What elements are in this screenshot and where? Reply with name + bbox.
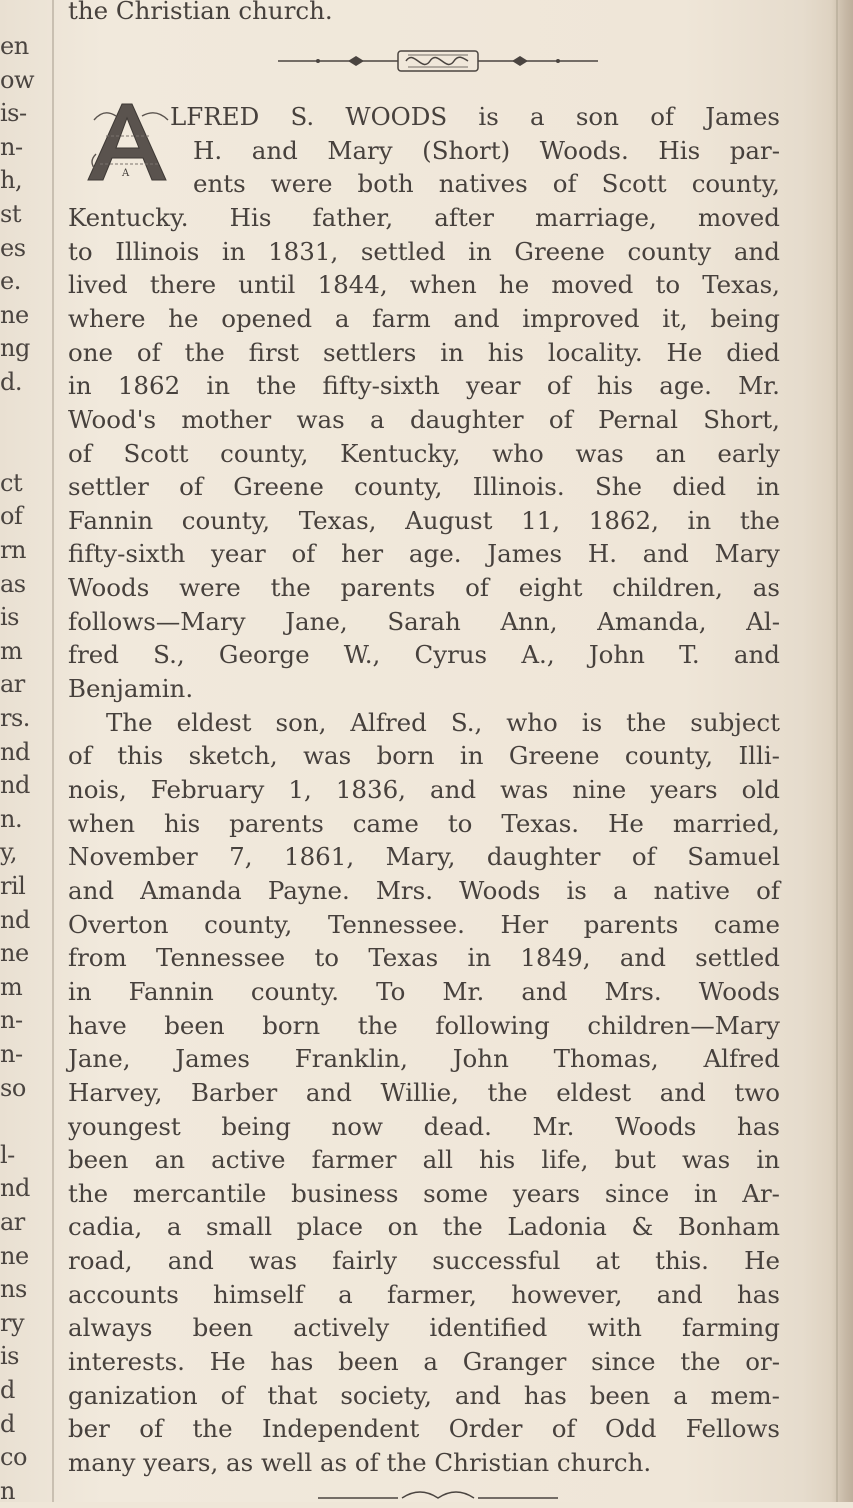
article-line: ber of the Independent Order of Odd Fellows xyxy=(68,1414,780,1444)
left-fragment: en xyxy=(0,32,29,60)
left-fragment: n- xyxy=(0,132,23,161)
left-fragment: ng xyxy=(0,334,30,363)
article-line: fifty-sixth year of her age. James H. and Mary xyxy=(68,539,780,569)
left-fragment: l- xyxy=(0,1140,15,1169)
left-fragment: y, xyxy=(0,838,17,867)
left-fragment: of xyxy=(0,502,23,531)
left-fragment: ct xyxy=(0,468,23,497)
left-fragment: rs. xyxy=(0,704,30,732)
article-line: one of the first settlers in his locality. He died xyxy=(68,337,780,367)
left-fragment: is xyxy=(0,1342,19,1371)
page-edge-shadow xyxy=(831,0,853,1502)
column-divider xyxy=(52,0,54,1502)
ornamental-drop-cap xyxy=(82,100,182,184)
article-line: The eldest son, Alfred S., who is the subject xyxy=(106,707,780,737)
article-line: fred S., George W., Cyrus A., John T. and xyxy=(68,640,780,670)
left-fragment: ns xyxy=(0,1275,27,1304)
left-fragment: nd xyxy=(0,737,30,766)
article-line: Woods were the parents of eight children, as xyxy=(68,573,780,603)
left-fragment: n- xyxy=(0,1040,23,1068)
article-line: road, and was fairly successful at this. He xyxy=(68,1246,780,1276)
article-line: Kentucky. His father, after marriage, moved xyxy=(68,202,780,232)
left-fragment: ow xyxy=(0,65,34,94)
article-line: interests. He has been a Granger since the or- xyxy=(68,1347,780,1377)
left-fragment: ne xyxy=(0,300,29,329)
left-fragment: co xyxy=(0,1443,27,1472)
left-fragment: is- xyxy=(0,99,27,128)
left-fragment: rn xyxy=(0,536,26,564)
article-line: where he opened a farm and improved it, being xyxy=(68,303,780,333)
article-line: been an active farmer all his life, but was in xyxy=(68,1145,780,1175)
left-fragment: nd xyxy=(0,1174,30,1203)
left-fragment: so xyxy=(0,1073,26,1102)
article-line: settler of Greene county, Illinois. She died in xyxy=(68,472,780,502)
left-fragment: es xyxy=(0,233,26,262)
article-line: Overton county, Tennessee. Her parents came xyxy=(68,909,780,939)
left-fragment: ry xyxy=(0,1308,25,1337)
article-line: many years, as well as of the Christian church. xyxy=(68,1448,652,1477)
article-line: have been born the following children—Mary xyxy=(68,1010,780,1040)
article-line: November 7, 1861, Mary, daughter of Samuel xyxy=(68,842,780,872)
left-fragment: is xyxy=(0,603,19,632)
left-fragment: st xyxy=(0,200,21,228)
previous-article-ending: the Christian church. xyxy=(68,0,333,25)
article-line: to Illinois in 1831, settled in Greene county and xyxy=(68,236,780,266)
section-divider-ornament xyxy=(278,48,598,74)
article-line: and Amanda Payne. Mrs. Woods is a native of xyxy=(68,875,780,905)
article-line: when his parents came to Texas. He married, xyxy=(68,808,780,838)
left-fragment: n. xyxy=(0,804,23,833)
article-line: in Fannin county. To Mr. and Mrs. Woods xyxy=(68,976,780,1006)
left-column-fragments xyxy=(0,0,40,1505)
left-fragment: m xyxy=(0,972,23,1001)
article-line: accounts himself a farmer, however, and has xyxy=(68,1279,780,1309)
article-line: Wood's mother was a daughter of Pernal Short, xyxy=(68,404,780,434)
article-line: Fannin county, Texas, August 11, 1862, in the xyxy=(68,505,780,535)
left-fragment: e. xyxy=(0,267,21,296)
article-line: always been actively identified with farming xyxy=(68,1313,780,1343)
article-line: from Tennessee to Texas in 1849, and settled xyxy=(68,943,780,973)
article-line: youngest being now dead. Mr. Woods has xyxy=(68,1111,780,1141)
left-fragment: d. xyxy=(0,368,22,396)
article-line: cadia, a small place on the Ladonia & Bonham xyxy=(68,1212,780,1242)
article-line: follows—Mary Jane, Sarah Ann, Amanda, Al- xyxy=(68,606,780,636)
left-fragment: ril xyxy=(0,872,26,900)
article-line: nois, February 1, 1836, and was nine years old xyxy=(68,775,780,804)
left-fragment: ne xyxy=(0,1241,29,1270)
left-fragment: n xyxy=(0,1476,15,1505)
left-fragment: ar xyxy=(0,1208,25,1236)
article-line: ents were both natives of Scott county, xyxy=(193,169,780,199)
article-line: Jane, James Franklin, John Thomas, Alfred xyxy=(68,1044,780,1074)
article-line: H. and Mary (Short) Woods. His par- xyxy=(193,135,780,165)
left-fragment: d xyxy=(0,1376,15,1404)
article-line: Harvey, Barber and Willie, the eldest and two xyxy=(68,1077,780,1107)
left-fragment: ne xyxy=(0,939,29,968)
left-fragment: m xyxy=(0,636,23,665)
left-fragment: nd xyxy=(0,771,30,800)
article-line: in 1862 in the fifty-sixth year of his age. Mr. xyxy=(68,371,780,401)
left-fragment: ar xyxy=(0,670,25,699)
article-line: of this sketch, was born in Greene county, Illi- xyxy=(68,741,780,771)
left-fragment: as xyxy=(0,569,26,598)
article-line: the mercantile business some years since in Ar- xyxy=(68,1178,780,1208)
article-line: Benjamin. xyxy=(68,674,194,704)
left-fragment: n- xyxy=(0,1006,23,1035)
article-line: lived there until 1844, when he moved to Texas, xyxy=(68,270,780,300)
left-fragment: nd xyxy=(0,905,30,934)
bottom-divider-ornament xyxy=(318,1488,558,1502)
left-fragment: d xyxy=(0,1409,15,1438)
article-line: ganization of that society, and has been a mem- xyxy=(68,1380,780,1410)
article-line: LFRED S. WOODS is a son of James xyxy=(170,102,780,131)
article-line: of Scott county, Kentucky, who was an early xyxy=(68,438,780,468)
left-fragment: h, xyxy=(0,166,23,195)
drop-cap-letter: A xyxy=(122,168,130,179)
